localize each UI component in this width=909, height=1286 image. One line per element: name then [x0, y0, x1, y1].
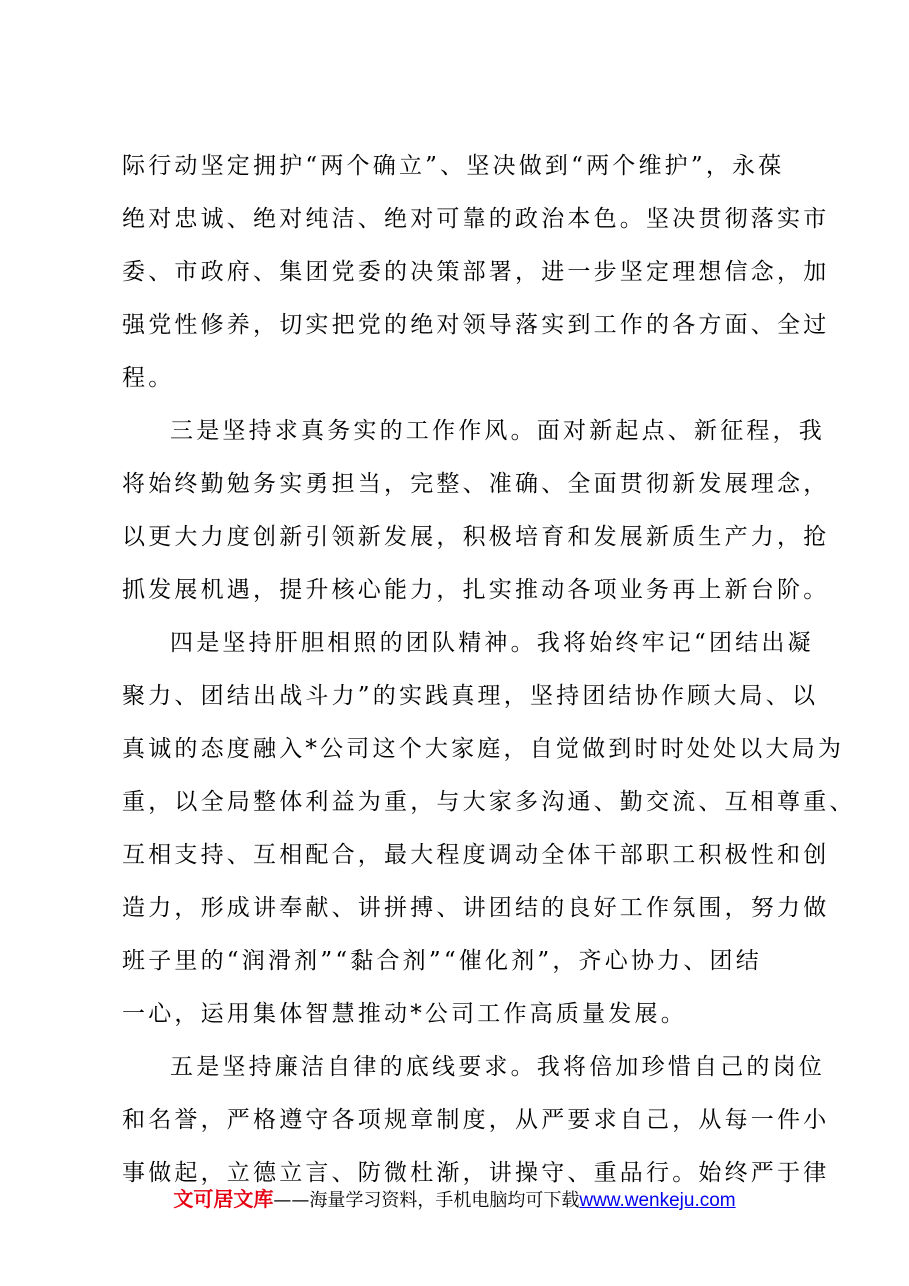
body-line: 互相支持、互相配合，最大程度调动全体干部职工积极性和创 [122, 842, 830, 868]
body-line: 造力，形成讲奉献、讲拼搏、讲团结的良好工作氛围，努力做 [122, 895, 830, 921]
body-line: 以更大力度创新引领新发展，积极培育和发展新质生产力，抢 [122, 524, 830, 550]
body-line: 抓发展机遇，提升核心能力，扎实推动各项业务再上新台阶。 [122, 577, 830, 603]
body-line: 一心，运用集体智慧推动*公司工作高质量发展。 [122, 1001, 687, 1027]
document-body [122, 140, 856, 1200]
body-line: 聚力、团结出战斗力”的实践真理，坚持团结协作顾大局、以 [122, 683, 819, 709]
body-line: 和名誉，严格遵守各项规章制度，从严要求自己，从每一件小 [122, 1107, 830, 1133]
footer-brand: 文可居文库 [173, 1187, 274, 1211]
page-footer [0, 1183, 909, 1212]
body-line: 际行动坚定拥护“两个确立”、坚决做到“两个维护”，永葆 [122, 153, 785, 179]
body-line: 绝对忠诚、绝对纯洁、绝对可靠的政治本色。坚决贯彻落实市 [122, 206, 830, 232]
body-line: 将始终勤勉务实勇担当，完整、准确、全面贯彻新发展理念， [122, 471, 830, 497]
footer-tagline: ——海量学习资料，手机电脑均可下载 [273, 1190, 580, 1211]
paragraph-start-line: 三是坚持求真务实的工作作风。面对新起点、新征程，我 [170, 418, 825, 444]
body-line: 班子里的“润滑剂”“黏合剂”“催化剂”，齐心协力、团结 [122, 948, 762, 974]
paragraph-start-line: 五是坚持廉洁自律的底线要求。我将倍加珍惜自己的岗位 [170, 1054, 825, 1080]
body-line: 重，以全局整体利益为重，与大家多沟通、勤交流、互相尊重、 [122, 789, 856, 815]
body-line: 委、市政府、集团党委的决策部署，进一步坚定理想信念，加 [122, 259, 830, 285]
footer-site-link[interactable]: www.wenkeju.com [579, 1190, 736, 1211]
body-line: 真诚的态度融入*公司这个大家庭，自觉做到时时处处以大局为 [122, 736, 845, 762]
body-line: 强党性修养，切实把党的绝对领导落实到工作的各方面、全过 [122, 312, 830, 338]
body-line: 程。 [122, 365, 175, 391]
body-line: 事做起，立德立言、防微杜渐，讲操守、重品行。始终严于律 [122, 1160, 830, 1186]
paragraph-start-line: 四是坚持肝胆相照的团队精神。我将始终牢记“团结出凝 [170, 630, 814, 656]
